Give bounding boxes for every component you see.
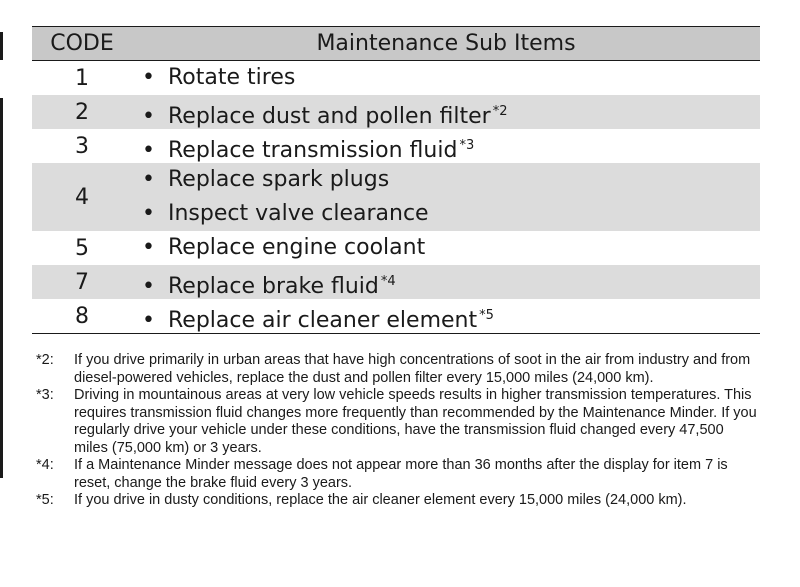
table-body xyxy=(32,61,760,334)
maintenance-code: 8 xyxy=(32,299,132,334)
bullet-icon: • xyxy=(142,201,155,226)
footnote xyxy=(36,457,760,492)
page-edge-mark xyxy=(0,32,3,60)
footnote-ref: *4 xyxy=(380,274,396,289)
maintenance-items xyxy=(132,231,760,265)
table-row xyxy=(32,265,760,299)
table-row xyxy=(32,95,760,129)
footnote-mark: *3: xyxy=(36,387,54,403)
maintenance-table xyxy=(32,26,760,334)
maintenance-code: 1 xyxy=(75,65,89,91)
bullet-icon: • xyxy=(142,235,155,260)
list-item xyxy=(142,299,760,333)
list-item xyxy=(142,231,760,265)
maintenance-items xyxy=(132,61,760,96)
footnote xyxy=(36,387,760,457)
list-item xyxy=(142,265,760,299)
items-column-header: Maintenance Sub Items xyxy=(132,27,760,61)
page-edge-mark xyxy=(0,98,3,478)
list-item xyxy=(142,197,760,231)
table-row xyxy=(32,299,760,334)
table-row xyxy=(32,61,760,96)
table-header-row xyxy=(32,27,760,61)
footnote-mark: *5: xyxy=(36,492,54,508)
maintenance-code: 2 xyxy=(32,95,132,129)
maintenance-items xyxy=(132,163,760,231)
item-text: Replace spark plugs xyxy=(168,167,390,192)
maintenance-code: 4 xyxy=(32,163,132,231)
footnote-text: If a Maintenance Minder message does not appear more than 36 months after the display for item 7 is reset, change the brake fluid every 3 years. xyxy=(74,457,728,491)
maintenance-code: 5 xyxy=(75,235,89,261)
table-row xyxy=(32,129,760,163)
item-text: Replace brake fluid xyxy=(168,274,379,299)
bullet-icon: • xyxy=(142,65,155,90)
item-text: Replace dust and pollen filter xyxy=(168,104,491,129)
footnote-ref: *2 xyxy=(492,104,508,119)
footnote-text: If you drive primarily in urban areas that have high concentrations of soot in the air from industry and from diesel-powered vehicles, replace the dust and pollen filter every 15,000 miles (24,000 km). xyxy=(74,352,751,386)
footnote-mark: *4: xyxy=(36,457,54,473)
bullet-icon: • xyxy=(142,167,155,192)
footnote-mark: *2: xyxy=(36,352,54,368)
bullet-icon: • xyxy=(142,138,155,163)
footnote-ref: *3 xyxy=(459,138,475,153)
list-item xyxy=(142,163,760,197)
footnotes xyxy=(36,352,760,510)
maintenance-code: 7 xyxy=(32,265,132,299)
item-text: Rotate tires xyxy=(168,65,296,90)
bullet-icon: • xyxy=(142,308,155,333)
code-column-header: CODE xyxy=(32,27,132,61)
maintenance-items xyxy=(132,95,760,129)
item-text: Replace transmission fluid xyxy=(168,138,458,163)
bullet-icon: • xyxy=(142,274,155,299)
footnote xyxy=(36,352,760,387)
list-item xyxy=(142,129,760,163)
item-text: Inspect valve clearance xyxy=(168,201,429,226)
maintenance-items xyxy=(132,129,760,163)
footnote-ref: *5 xyxy=(479,308,494,323)
list-item xyxy=(142,95,760,129)
maintenance-items xyxy=(132,265,760,299)
item-text: Replace engine coolant xyxy=(168,235,426,260)
list-item xyxy=(142,61,760,95)
footnote-text: Driving in mountainous areas at very low vehicle speeds results in higher transmission temperatures. This requires transmission fluid changes more frequently than recommended by the Maintenance Minder. If you regularly drive your vehicle under these conditions, have the transmission fluid changed every 47,500 miles (75,000 km) or 3 years. xyxy=(74,387,757,456)
footnote xyxy=(36,492,760,510)
footnote-text: If you drive in dusty conditions, replace the air cleaner element every 15,000 miles (24,000 km). xyxy=(74,492,687,508)
table-row xyxy=(32,231,760,265)
maintenance-code: 3 xyxy=(75,133,89,159)
maintenance-items xyxy=(132,299,760,334)
table-row xyxy=(32,163,760,231)
item-text: Replace air cleaner element xyxy=(168,308,478,333)
bullet-icon: • xyxy=(142,104,155,129)
